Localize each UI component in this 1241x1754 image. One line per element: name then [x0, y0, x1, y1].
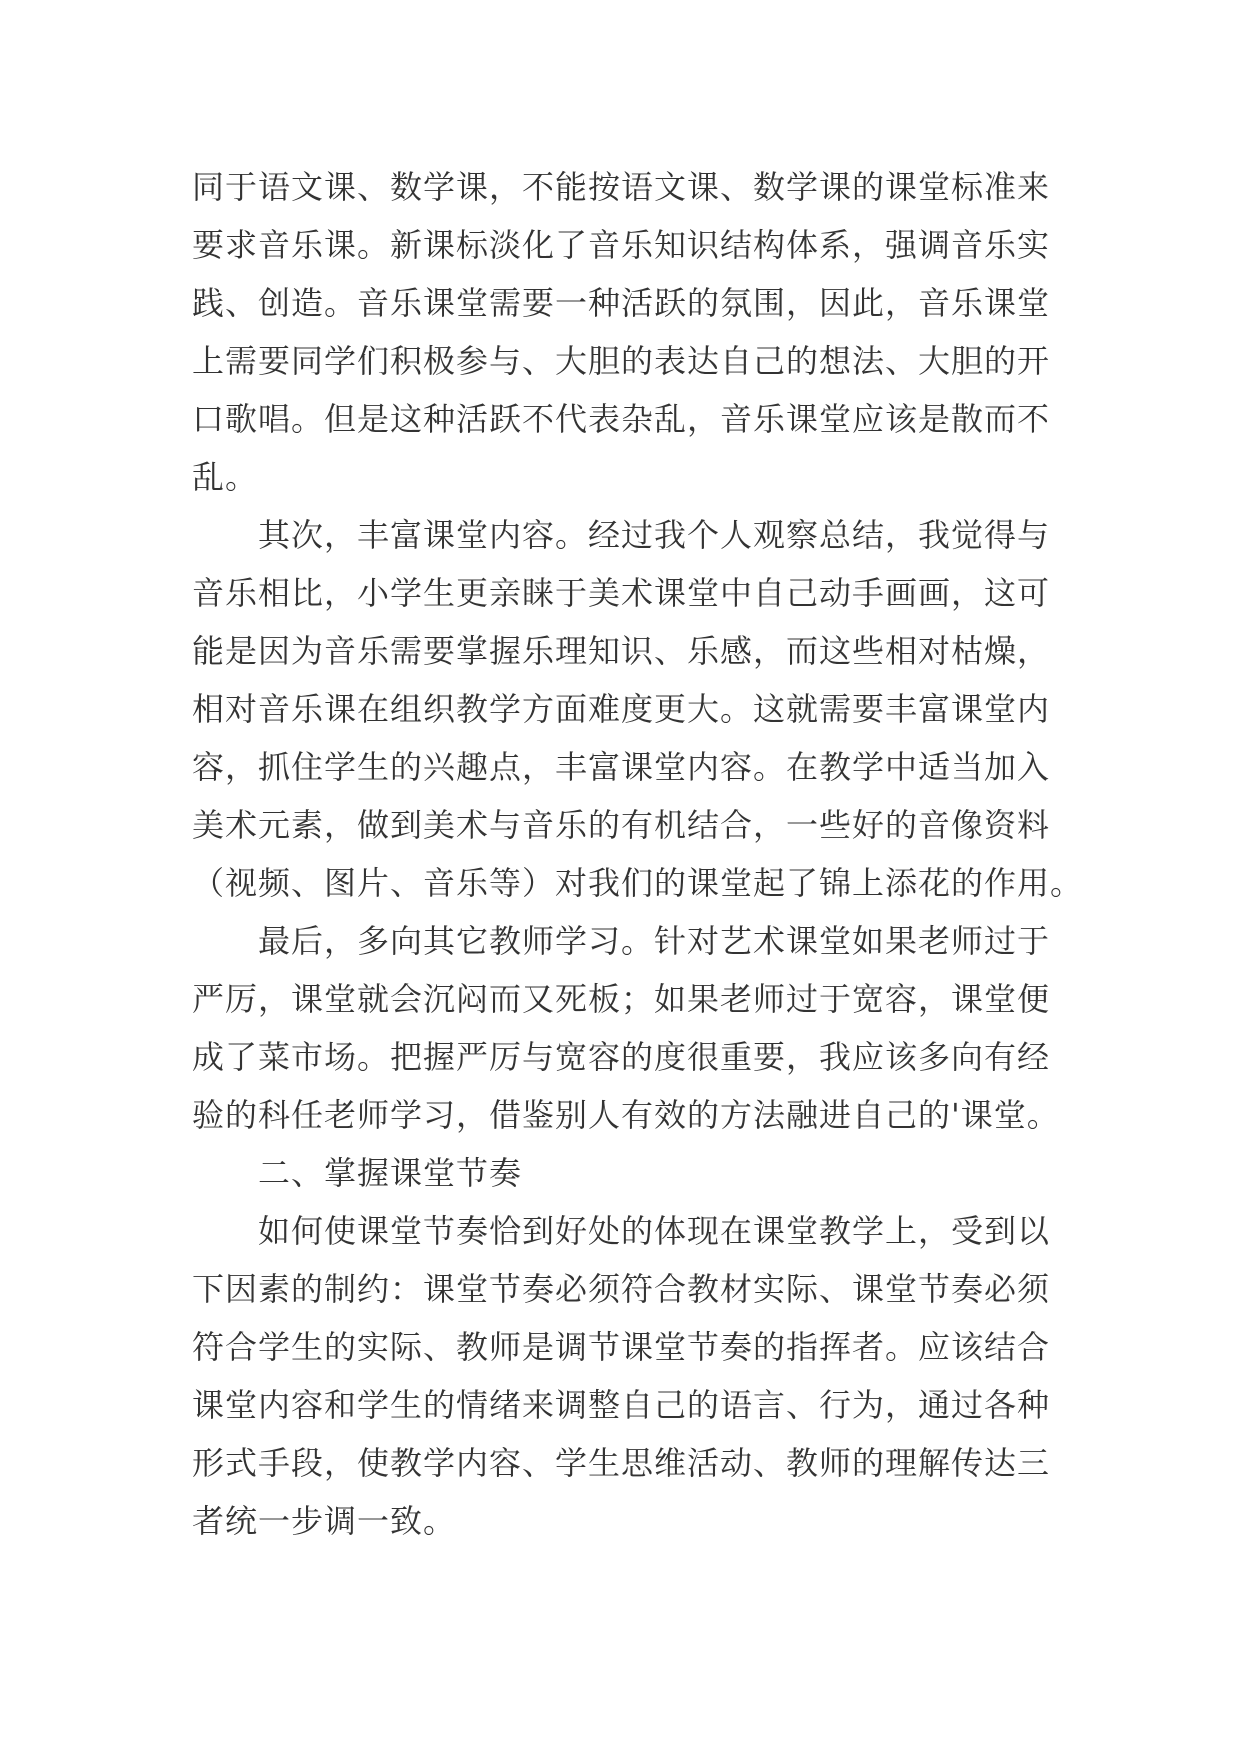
text-line: 如何使课堂节奏恰到好处的体现在课堂教学上，受到以 — [192, 1212, 1051, 1250]
text-line: 能是因为音乐需要掌握乐理知识、乐感，而这些相对枯燥， — [192, 632, 1051, 670]
text-line: （视频、图片、音乐等）对我们的课堂起了锦上添花的作用。 — [192, 864, 1084, 902]
section-heading: 二、掌握课堂节奏 — [192, 1154, 523, 1192]
text-line: 音乐相比，小学生更亲睐于美术课堂中自己动手画画，这可 — [192, 574, 1051, 612]
text-line: 符合学生的实际、教师是调节课堂节奏的指挥者。应该结合 — [192, 1328, 1051, 1366]
text-line: 要求音乐课。新课标淡化了音乐知识结构体系，强调音乐实 — [192, 226, 1051, 264]
text-line: 形式手段，使教学内容、学生思维活动、教师的理解传达三 — [192, 1444, 1051, 1482]
text-line: 验的科任老师学习，借鉴别人有效的方法融进自己的'课堂。 — [192, 1096, 1060, 1134]
text-line: 课堂内容和学生的情绪来调整自己的语言、行为，通过各种 — [192, 1386, 1051, 1424]
text-line: 口歌唱。但是这种活跃不代表杂乱，音乐课堂应该是散而不 — [192, 400, 1051, 438]
text-line: 者统一步调一致。 — [192, 1502, 457, 1540]
text-line: 相对音乐课在组织教学方面难度更大。这就需要丰富课堂内 — [192, 690, 1051, 728]
text-line: 成了菜市场。把握严厉与宽容的度很重要，我应该多向有经 — [192, 1038, 1051, 1076]
body-text — [192, 158, 1084, 1550]
text-line: 上需要同学们积极参与、大胆的表达自己的想法、大胆的开 — [192, 342, 1051, 380]
text-line: 践、创造。音乐课堂需要一种活跃的氛围，因此，音乐课堂 — [192, 284, 1051, 322]
text-line: 容，抓住学生的兴趣点，丰富课堂内容。在教学中适当加入 — [192, 748, 1051, 786]
text-line: 严厉，课堂就会沉闷而又死板；如果老师过于宽容，课堂便 — [192, 980, 1051, 1018]
text-line: 美术元素，做到美术与音乐的有机结合，一些好的音像资料 — [192, 806, 1051, 844]
text-line: 最后，多向其它教师学习。针对艺术课堂如果老师过于 — [192, 922, 1051, 960]
text-line: 乱。 — [192, 458, 259, 496]
text-line: 其次，丰富课堂内容。经过我个人观察总结，我觉得与 — [192, 516, 1051, 554]
text-line: 同于语文课、数学课，不能按语文课、数学课的课堂标准来 — [192, 168, 1051, 206]
text-line: 下因素的制约：课堂节奏必须符合教材实际、课堂节奏必须 — [192, 1270, 1051, 1308]
